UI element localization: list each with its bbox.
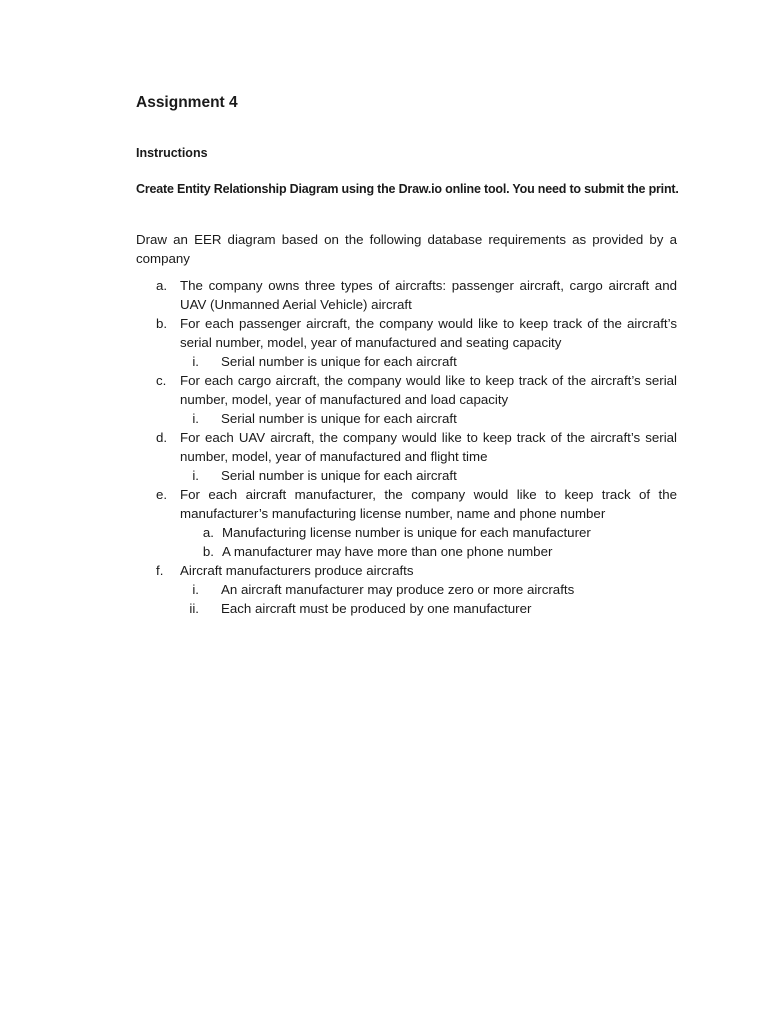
sub-list-item (136, 580, 677, 599)
sub-list-item (136, 352, 677, 371)
sub-list-item-text: An aircraft manufacturer may produce zero or more aircrafts (221, 582, 575, 597)
sub-list-marker: i. (192, 582, 199, 597)
list-item-text: The company owns three types of aircrafts: passenger aircraft, cargo aircraft and UAV (Unmanned Aerial Vehicle) aircraft (180, 278, 677, 312)
list-item (136, 314, 677, 352)
list-item-text: For each passenger aircraft, the company would like to keep track of the aircraft’s serial number, model, year of manufactured and seating capacity (180, 316, 677, 350)
instructions-text: Create Entity Relationship Diagram using the Draw.io online tool. You need to submit the print. (136, 182, 679, 196)
list-marker: d. (156, 430, 168, 445)
page-title: Assignment 4 (136, 94, 238, 111)
list-item (136, 371, 677, 409)
sub-list-item-text: Each aircraft must be produced by one manufacturer (221, 601, 532, 616)
list-item-text: Aircraft manufacturers produce aircrafts (180, 563, 414, 578)
sub-list-marker: ii. (189, 601, 199, 616)
requirements-intro: Draw an EER diagram based on the following database requirements as provided by a company (136, 232, 677, 266)
sub-list-marker: a. (202, 525, 214, 540)
sub-list-item-text: Serial number is unique for each aircraft (221, 354, 457, 369)
list-item (136, 485, 677, 523)
sub-list-item (136, 599, 677, 618)
instructions-heading: Instructions (136, 146, 208, 160)
list-marker: b. (156, 316, 168, 331)
list-marker: e. (156, 487, 168, 502)
list-item (136, 561, 677, 580)
sub-list-item (136, 523, 677, 542)
list-item (136, 428, 677, 466)
sub-list-item (136, 466, 677, 485)
list-marker: a. (156, 278, 168, 293)
sub-list-item-text: Serial number is unique for each aircraft (221, 411, 457, 426)
requirements-list (136, 276, 677, 618)
sub-list-marker: i. (192, 411, 199, 426)
sub-list-marker: b. (202, 544, 214, 559)
list-item-text: For each cargo aircraft, the company would like to keep track of the aircraft’s serial number, model, year of manufactured and load capacity (180, 373, 677, 407)
sub-list-item-text: A manufacturer may have more than one phone number (222, 544, 553, 559)
list-marker: f. (156, 563, 164, 578)
sub-list-item (136, 409, 677, 428)
list-item (136, 276, 677, 314)
sub-list-marker: i. (192, 468, 199, 483)
sub-list-item (136, 542, 677, 561)
sub-list-item-text: Manufacturing license number is unique for each manufacturer (222, 525, 591, 540)
list-marker: c. (156, 373, 167, 388)
sub-list-item-text: Serial number is unique for each aircraft (221, 468, 457, 483)
list-item-text: For each aircraft manufacturer, the company would like to keep track of the manufacturer’s manufacturing license number, name and phone number (180, 487, 677, 521)
list-item-text: For each UAV aircraft, the company would like to keep track of the aircraft’s serial number, model, year of manufactured and flight time (180, 430, 677, 464)
sub-list-marker: i. (192, 354, 199, 369)
